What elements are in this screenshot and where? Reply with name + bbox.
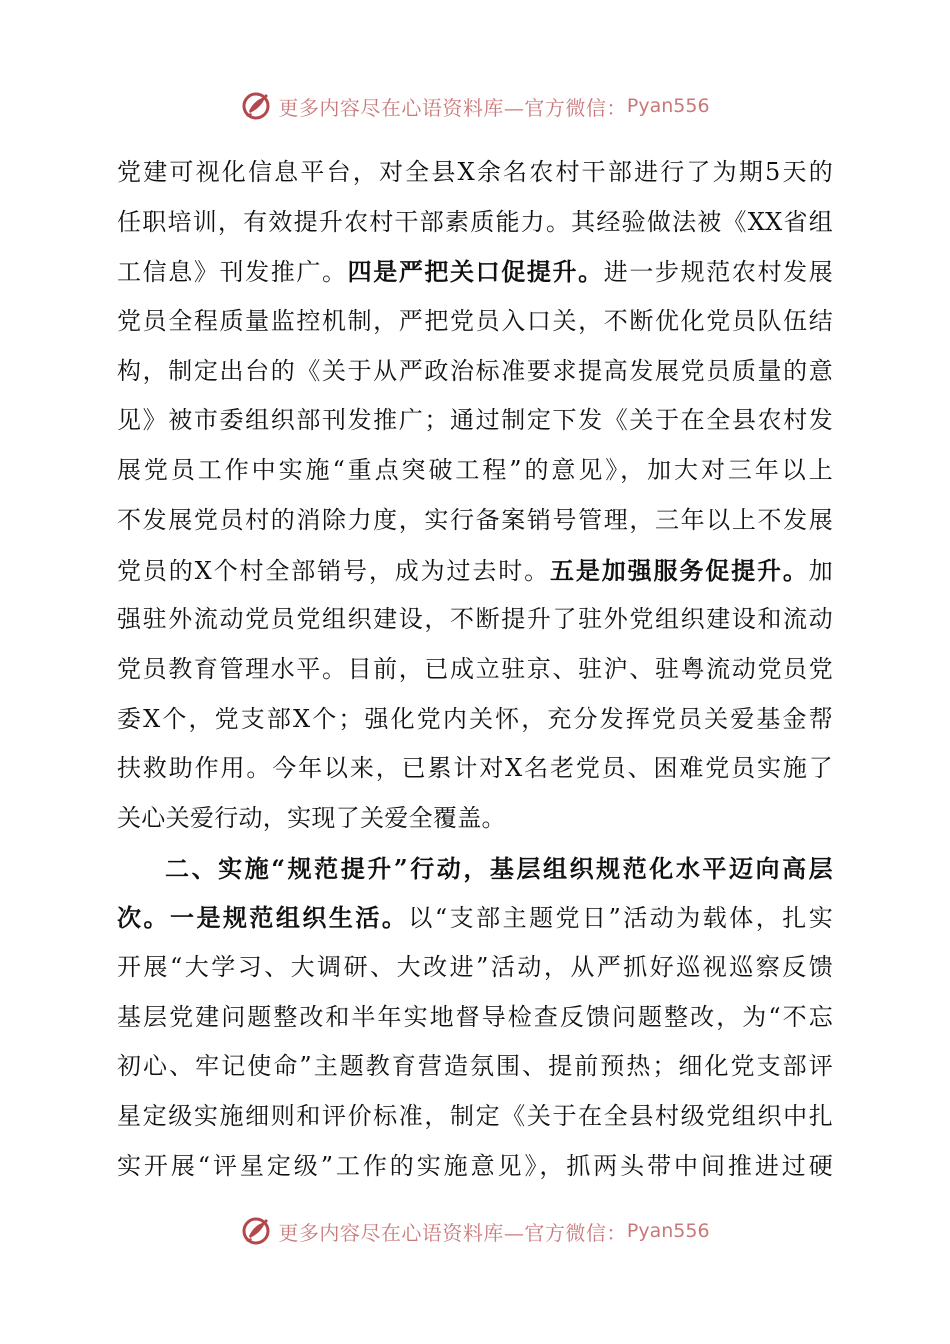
bold-heading: 五是加强服务促提升。 [549, 555, 809, 585]
text-line: 见》被市委组织部刊发推广；通过制定下发《关于在全县农村发 [117, 406, 833, 435]
text-line: 构，制定出台的《关于从严政治标准要求提高发展党员质量的意 [117, 356, 833, 385]
watermark-text: 更多内容尽在心语资料库—官方微信： [278, 95, 627, 120]
text-line: 任职培训，有效提升农村干部素质能力。其经验做法被《XX省组 [117, 207, 833, 236]
text-line: 关心关爱行动，实现了关爱全覆盖。 [117, 803, 506, 832]
text-line [117, 893, 833, 943]
text-run: 加 [808, 556, 834, 585]
text-run: 以“支部主题党日”活动为载体，扎实 [408, 904, 833, 933]
text-line: 展党员工作中实施“重点突破工程”的意见》，加大对三年以上 [117, 456, 833, 485]
body-text [117, 148, 833, 1191]
section-heading: 二、实施“规范提升”行动，基层组织规范化水平迈向高层 [165, 853, 833, 883]
text-line: 开展“大学习、大调研、大改进”活动，从严抓好巡视巡察反馈 [117, 953, 833, 981]
header-watermark [0, 86, 950, 126]
text-line [117, 546, 833, 596]
brush-logo-icon [240, 89, 274, 123]
footer-watermark [0, 1211, 950, 1251]
bold-heading: 四是严把关口促提升。 [347, 257, 604, 287]
text-line: 基层党建问题整改和半年实地督导检查反馈问题整改，为“不忘 [117, 1002, 833, 1031]
text-line: 强驻外流动党员党组织建设，不断提升了驻外党组织建设和流动 [117, 605, 833, 634]
text-run: 进一步规范农村发展 [603, 258, 834, 287]
text-run: 工信息》刊发推广。 [117, 258, 348, 287]
text-line: 不发展党员村的消除力度，实行备案销号管理，三年以上不发展 [117, 505, 833, 534]
bold-heading: 次。一是规范组织生活。 [117, 903, 409, 933]
text-line: 初心、牢记使命”主题教育营造氛围、提前预热；细化党支部评 [117, 1052, 833, 1081]
text-line: 委X个，党支部X个；强化党内关怀，充分发挥党员关爱基金帮 [117, 704, 833, 733]
text-line: 扶救助作用。今年以来，已累计对X名老党员、困难党员实施了 [117, 754, 833, 783]
text-run: 党员的X个村全部销号，成为过去时。 [117, 556, 550, 585]
text-line: 党员全程质量监控机制，严把党员入口关，不断优化党员队伍结 [117, 307, 833, 336]
text-line: 党建可视化信息平台，对全县X余名农村干部进行了为期5天的 [117, 158, 833, 186]
watermark-text: 更多内容尽在心语资料库—官方微信： [278, 1220, 627, 1245]
text-line: 实开展“评星定级”工作的实施意见》，抓两头带中间推进过硬 [117, 1151, 833, 1180]
watermark-wechat-id: Pyan556 [626, 95, 710, 117]
text-line [117, 247, 833, 297]
watermark-wechat-id: Pyan556 [626, 1220, 710, 1242]
brush-logo-icon [240, 1214, 274, 1248]
text-line: 星定级实施细则和评价标准，制定《关于在全县村级党组织中扎 [117, 1102, 833, 1131]
text-line: 党员教育管理水平。目前，已成立驻京、驻沪、驻粤流动党员党 [117, 654, 833, 683]
